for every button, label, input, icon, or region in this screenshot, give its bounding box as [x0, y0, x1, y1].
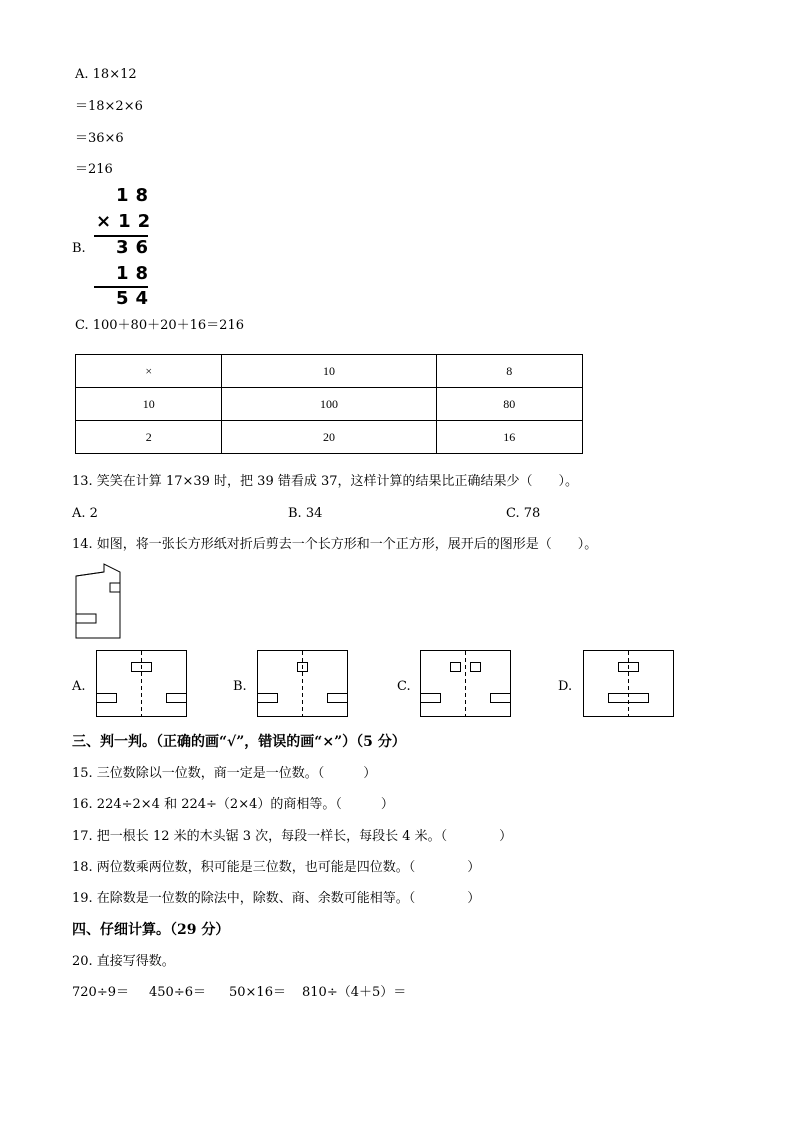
q14-option-b-label[interactable]: B. [233, 679, 247, 694]
multiplicand: 18 [116, 185, 156, 206]
question-20-title: 20. 直接写得数。 [72, 954, 175, 969]
product: 54 [116, 288, 156, 309]
unfolded-figure-d[interactable] [583, 650, 675, 718]
table-cell: 100 [222, 388, 436, 421]
unfolded-figure-a[interactable] [96, 650, 188, 718]
table-row [76, 355, 583, 388]
question-19: 19. 在除数是一位数的除法中，除数、商、余数可能相等。（ ） [72, 891, 481, 906]
table-cell: 20 [222, 421, 436, 454]
unfolded-figure-c[interactable] [420, 650, 512, 718]
option-b-label: B. [72, 241, 86, 256]
calc-item-2: 450÷6＝ [149, 985, 206, 1000]
table-cell: 16 [436, 421, 582, 454]
q13-option-b: B. 34 [288, 506, 323, 521]
table-cell: 10 [222, 355, 436, 388]
q14-option-c-label[interactable]: C. [397, 679, 411, 694]
table-cell: 2 [76, 421, 222, 454]
section-3-heading: 三、判一判。（正确的画“√”，错误的画“×”）（5 分） [72, 734, 406, 750]
table-cell: 10 [76, 388, 222, 421]
table-cell: 8 [436, 355, 582, 388]
q14-option-d-label[interactable]: D. [558, 679, 573, 694]
option-a-line-1: A. 18×12 [75, 67, 137, 82]
table-row [76, 421, 583, 454]
option-a-line-4: ＝216 [75, 162, 113, 177]
table-cell: 80 [436, 388, 582, 421]
q13-option-c: C. 78 [506, 506, 541, 521]
option-a-line-2: ＝18×2×6 [75, 99, 143, 114]
question-15: 15. 三位数除以一位数，商一定是一位数。（ ） [72, 766, 377, 781]
section-4-heading: 四、仔细计算。（29 分） [72, 922, 230, 938]
folded-paper-figure [74, 562, 124, 640]
q14-option-a-label[interactable]: A. [72, 679, 86, 694]
partial-product-1: 36 [116, 237, 156, 258]
question-14: 14. 如图，将一张长方形纸对折后剪去一个长方形和一个正方形，展开后的图形是（ ）。 [72, 537, 598, 552]
table-cell: × [76, 355, 222, 388]
question-13: 13. 笑笑在计算 17×39 时，把 39 错看成 37，这样计算的结果比正确结果少（ ）。 [72, 474, 579, 489]
multiplication-table [75, 354, 583, 454]
table-row [76, 388, 583, 421]
calc-item-4: 810÷（4＋5）＝ [302, 985, 407, 1000]
calc-item-3: 50×16＝ [229, 985, 286, 1000]
calc-item-1: 720÷9＝ [72, 985, 129, 1000]
multiplier: ×12 [96, 211, 158, 232]
question-18: 18. 两位数乘两位数，积可能是三位数，也可能是四位数。（ ） [72, 860, 481, 875]
question-16: 16. 224÷2×4 和 224÷（2×4）的商相等。（ ） [72, 797, 394, 812]
option-c-line: C. 100＋80＋20＋16＝216 [75, 318, 245, 333]
option-a-line-3: ＝36×6 [75, 131, 124, 146]
question-17: 17. 把一根长 12 米的木头锯 3 次，每段一样长，每段长 4 米。（ ） [72, 829, 513, 844]
partial-product-2: 18 [116, 263, 156, 284]
unfolded-figure-b[interactable] [257, 650, 349, 718]
q13-option-a: A. 2 [72, 506, 98, 521]
